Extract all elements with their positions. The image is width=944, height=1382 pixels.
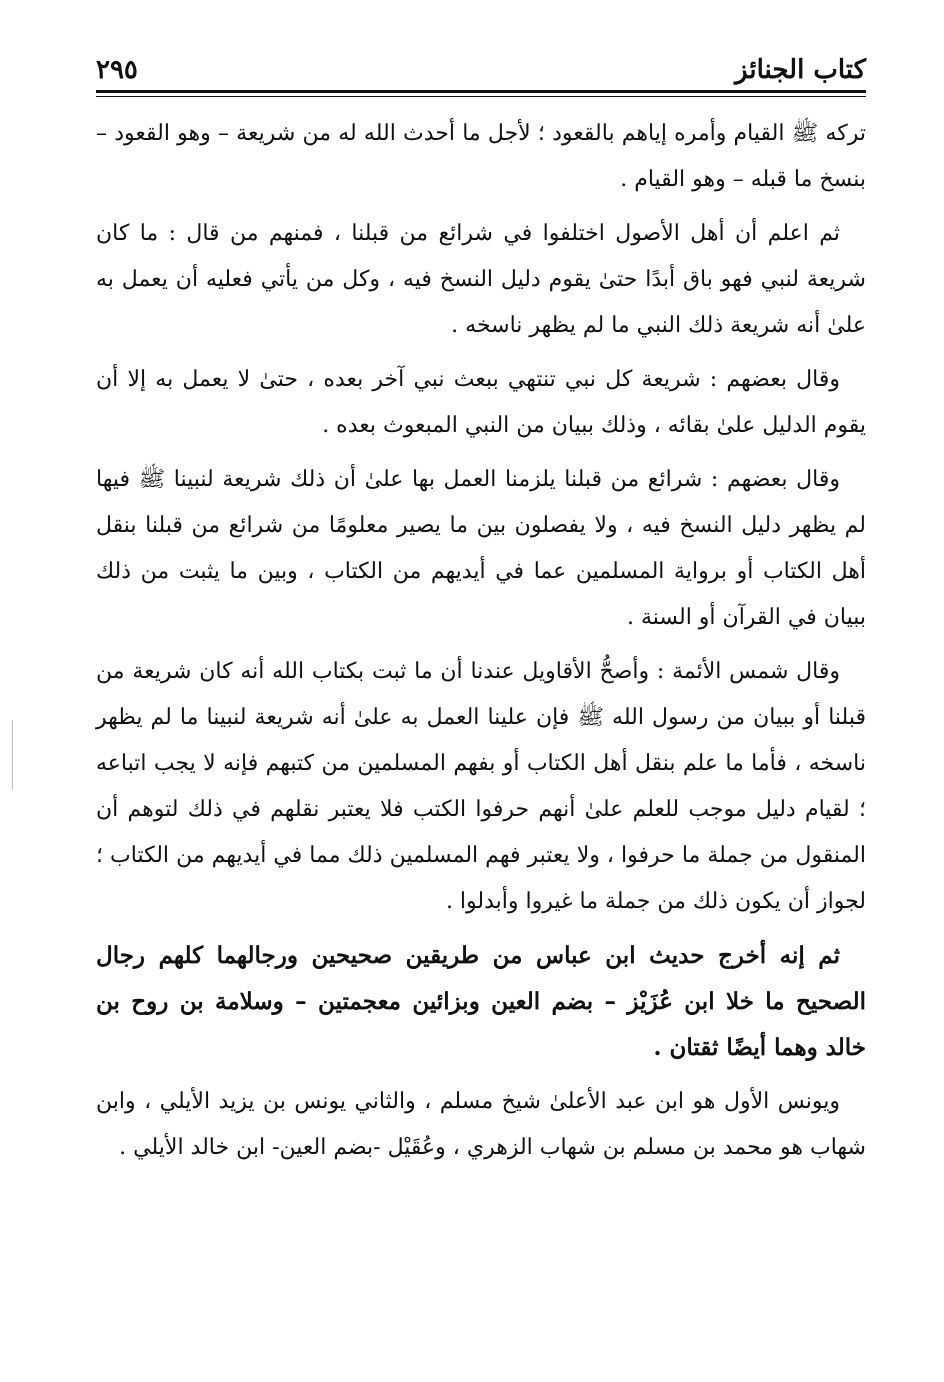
document-page	[96, 40, 866, 1340]
page-number: ٢٩٥	[96, 54, 138, 85]
chapter-title: كتاب الجنائز	[735, 54, 866, 85]
paragraph-3: وقال بعضهم : شريعة كل نبي تنتهي ببعث نبي آخر بعده ، حتىٰ لا يعمل به إلا أن يقوم الدليل علىٰ بقائه ، وذلك ببيان من النبي المبعوث بعده .	[96, 367, 866, 438]
paragraph-1: تركه ﷺ القيام وأمره إياهم بالقعود ؛ لأجل ما أحدث الله له من شريعة – وهو القعود – بنسخ ما قبله – وهو القيام .	[96, 121, 866, 192]
paragraph-4: وقال بعضهم : شرائع من قبلنا يلزمنا العمل بها علىٰ أن ذلك شريعة لنبينا ﷺ فيها لم يظهر دليل النسخ فيه ، ولا يفصلون بين ما يصير معلومًا من شرائع من قبلنا بنقل أهل الكتاب أو برواية المسلمين عما في أيديهم من الكتاب ، وبين ما يثبت من ذلك ببيان في القرآن أو السنة .	[96, 467, 866, 630]
header-rule-thick	[96, 90, 866, 93]
paragraph-6-commentary: ثم إنه أخرج حديث ابن عباس من طريقين صحيحين ورجالهما كلهم رجال الصحيح ما خلا ابن عُزَيْز – بضم العين وبزائين معجمتين – وسلامة بن روح بن خالد وهما أيضًا ثقتان .	[96, 942, 866, 1061]
paragraph-5: وقال شمس الأئمة : وأصحُّ الأقاويل عندنا أن ما ثبت بكتاب الله أنه كان شريعة من قبلنا أو ببيان من رسول الله ﷺ فإن علينا العمل به علىٰ أنه شريعة لنبينا ما لم يظهر ناسخه ، فأما ما علم بنقل أهل الكتاب أو بفهم المسلمين من كتبهم فإنه لا يجب اتباعه ؛ لقيام دليل موجب للعلم علىٰ أنهم حرفوا الكتب فلا يعتبر نقلهم في ذلك لتوهم أن المنقول من جملة ما حرفوا ، ولا يعتبر فهم المسلمين ذلك مما في أيديهم من الكتاب ؛ لجواز أن يكون ذلك من جملة ما غيروا وأبدلوا .	[96, 659, 866, 914]
scan-margin-line	[12, 720, 13, 790]
paragraph-2: ثم اعلم أن أهل الأصول اختلفوا في شرائع من قبلنا ، فمنهم من قال : ما كان شريعة لنبي فهو باق أبدًا حتىٰ يقوم دليل النسخ فيه ، وكل من يأتي فعليه أن يعمل به علىٰ أنه شريعة ذلك النبي ما لم يظهر ناسخه .	[96, 221, 866, 338]
paragraph-7: ويونس الأول هو ابن عبد الأعلىٰ شيخ مسلم ، والثاني يونس بن يزيد الأيلي ، وابن شهاب هو محمد بن مسلم بن شهاب الزهري ، وعُقَيْل -بضم العين- ابن خالد الأيلي .	[96, 1089, 866, 1160]
header-rule-thin	[96, 96, 866, 97]
page-header	[96, 40, 866, 86]
page-body	[96, 111, 866, 1171]
